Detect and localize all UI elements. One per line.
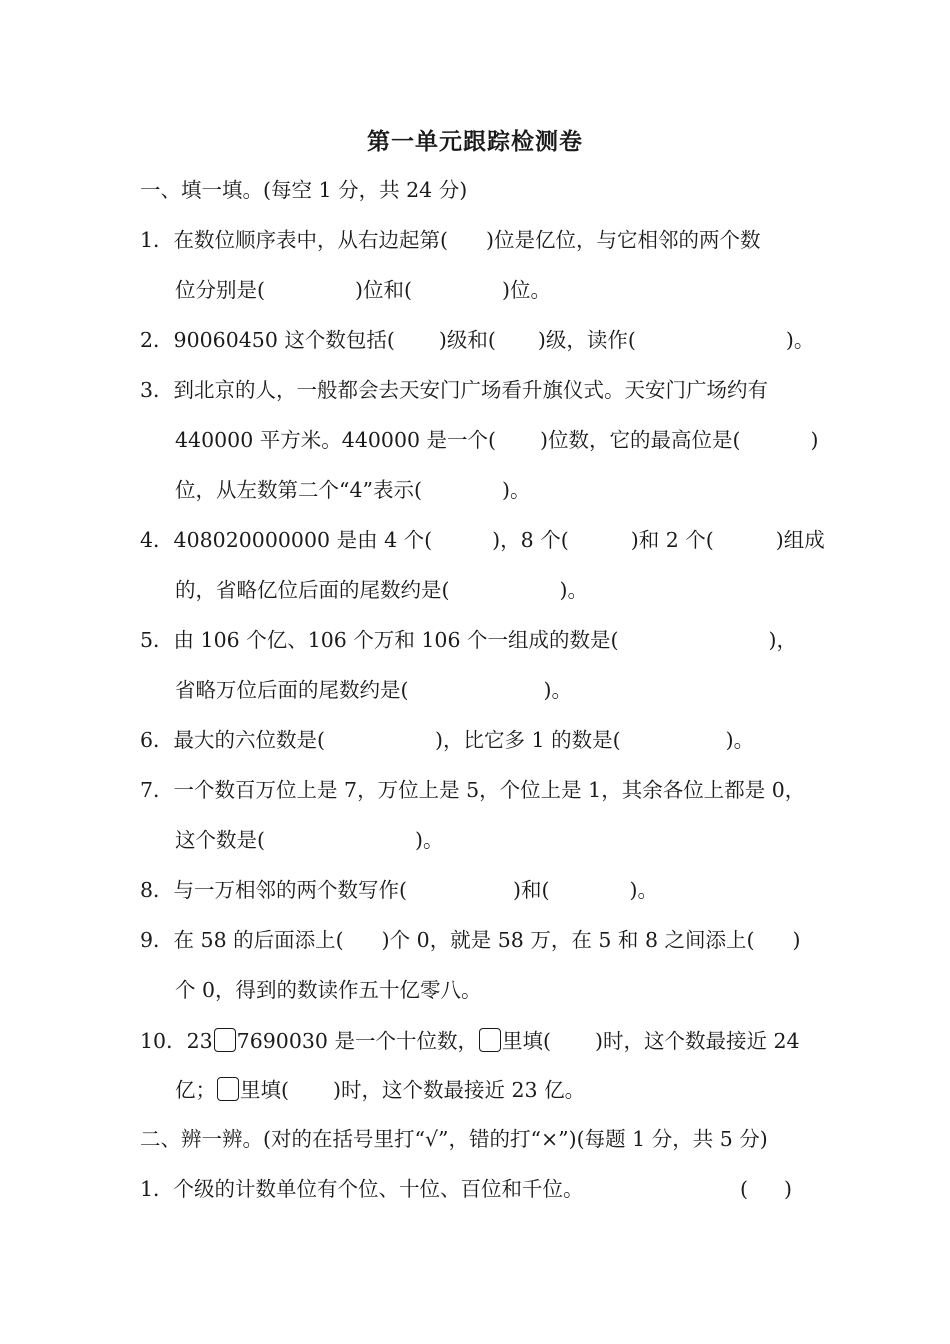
question-5-line-1	[140, 626, 797, 654]
paren-close: )	[784, 1177, 792, 1201]
q9-text: )	[792, 928, 801, 952]
question-8	[140, 876, 658, 904]
question-1-line-2	[175, 276, 551, 304]
question-3-line-1: 3．到北京的人，一般都会去天安门广场看升旗仪式。天安门广场约有	[140, 378, 769, 402]
q10-text: )时，这个数最接近 23 亿。	[333, 1078, 586, 1102]
q6-text: )。	[725, 728, 755, 752]
question-9-line-1	[140, 926, 801, 954]
q9-text: 9．在 58 的后面添上(	[140, 928, 344, 952]
question-3-line-2	[175, 426, 819, 454]
q10-text: 里填(	[240, 1078, 289, 1102]
q1-text: )位。	[502, 278, 551, 302]
paren-open: (	[740, 1177, 748, 1201]
q4-text: )组成	[775, 528, 825, 552]
judge-question-1: 1．个级的计数单位有个位、十位、百位和千位。	[140, 1177, 584, 1201]
question-6	[140, 726, 754, 754]
q10-text: )时，这个数最接近 24	[595, 1029, 800, 1053]
q2-text: )级，读作(	[537, 328, 636, 352]
q1-text: 位分别是(	[175, 278, 265, 302]
page-title: 第一单元跟踪检测卷	[367, 129, 583, 155]
q7-text: 这个数是(	[175, 828, 265, 852]
q5-text: )。	[543, 678, 572, 702]
q8-text: )和(	[513, 878, 550, 902]
question-4-line-2	[175, 576, 588, 604]
digit-box	[479, 1028, 501, 1052]
question-9-line-2: 个 0，得到的数读作五十亿零八。	[175, 978, 482, 1002]
q8-text: 8．与一万相邻的两个数写作(	[140, 878, 408, 902]
question-2	[140, 326, 814, 354]
digit-box[interactable]	[214, 1028, 236, 1052]
question-7-line-1: 7．一个数百万位上是 7，万位上是 5，个位上是 1，其余各位上都是 0，	[140, 778, 806, 802]
section1-heading: 一、填一填。(每空 1 分，共 24 分)	[140, 178, 468, 202]
q10-text: 亿；	[175, 1078, 216, 1102]
q4-text: 4．408020000000 是由 4 个(	[140, 528, 433, 552]
q9-text: )个 0，就是 58 万，在 5 和 8 之间添上(	[381, 928, 755, 952]
q1-text: )位是亿位，与它相邻的两个数	[486, 228, 761, 252]
q8-text: )。	[629, 878, 659, 902]
q3-text: )	[810, 428, 819, 452]
q10-text: 7690030 是一个十位数，	[236, 1029, 478, 1053]
question-3-line-3	[175, 476, 531, 504]
q3-text: )。	[502, 478, 531, 502]
q2-text: )。	[785, 328, 815, 352]
q6-text: 6．最大的六位数是(	[140, 728, 326, 752]
q5-text: 省略万位后面的尾数约是(	[175, 678, 409, 702]
q1-text: 1．在数位顺序表中，从右边起第(	[140, 228, 449, 252]
q5-text: )，	[768, 628, 798, 652]
judge-answer-paren[interactable]	[740, 1175, 792, 1203]
digit-box	[217, 1077, 239, 1101]
q1-text: )位和(	[355, 278, 412, 302]
q10-text: 10．23	[140, 1029, 213, 1053]
question-7-line-2	[175, 826, 444, 854]
q7-text: )。	[415, 828, 444, 852]
question-10-line-1	[140, 1027, 800, 1055]
q3-text: 位，从左数第二个“4”表示(	[175, 478, 423, 502]
q4-text: 的，省略亿位后面的尾数约是(	[175, 578, 450, 602]
q10-text: 里填(	[502, 1029, 551, 1053]
q4-text: )。	[559, 578, 588, 602]
section2-heading: 二、辨一辨。(对的在括号里打“√”，错的打“×”)(每题 1 分，共 5 分)	[140, 1127, 768, 1151]
question-5-line-2	[175, 676, 572, 704]
question-1-line-1	[140, 226, 761, 254]
q4-text: )，8 个(	[492, 528, 569, 552]
q2-text: 2．90060450 这个数包括(	[140, 328, 395, 352]
q3-text: 440000 平方米。440000 是一个(	[175, 428, 497, 452]
q2-text: )级和(	[438, 328, 496, 352]
q6-text: )，比它多 1 的数是(	[435, 728, 621, 752]
q5-text: 5．由 106 个亿、106 个万和 106 个一组成的数是(	[140, 628, 619, 652]
question-10-line-2	[175, 1076, 585, 1104]
q3-text: )位数，它的最高位是(	[540, 428, 741, 452]
q4-text: )和 2 个(	[630, 528, 714, 552]
question-4-line-1	[140, 526, 825, 554]
